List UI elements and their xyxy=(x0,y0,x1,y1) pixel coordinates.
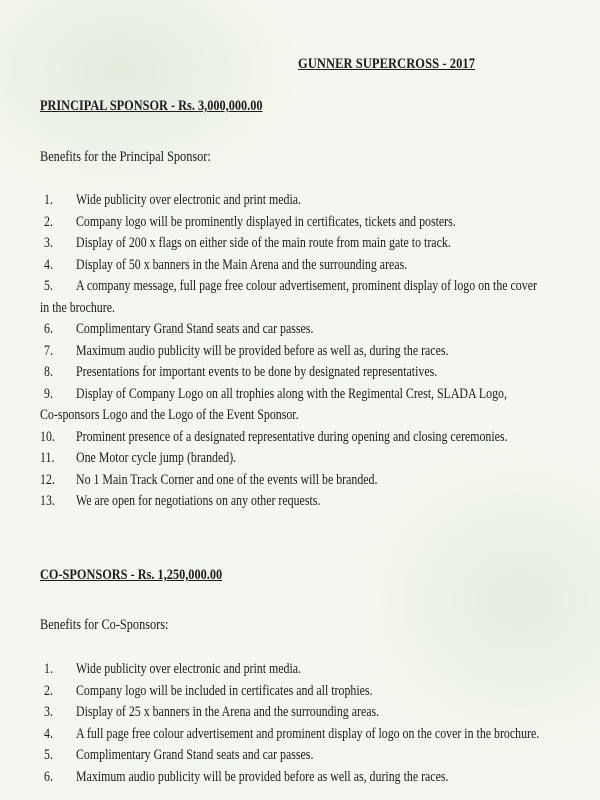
list-item xyxy=(0,212,600,234)
list-item-number: 9. xyxy=(44,385,53,402)
list-item xyxy=(0,319,600,341)
list-item-text: We are open for negotiations on any other requests. xyxy=(76,493,321,509)
list-item-text: Company logo will be included in certificates and all trophies. xyxy=(76,682,373,699)
list-item xyxy=(0,233,600,255)
list-item xyxy=(0,448,600,470)
list-item-text: Wide publicity over electronic and print media. xyxy=(76,192,302,208)
list-item-number: 4. xyxy=(44,725,53,742)
list-item xyxy=(0,362,600,384)
list-item-text: Display of 50 x banners in the Main Arena and the surrounding areas. xyxy=(76,256,408,273)
list-item-number: 3. xyxy=(44,704,53,720)
list-item-text: No 1 Main Track Corner and one of the events will be branded. xyxy=(76,471,378,488)
list-item xyxy=(0,190,600,212)
list-item-text: Company logo will be prominently displayed in certificates, tickets and posters. xyxy=(76,213,456,230)
list-item-text: Display of 25 x banners in the Arena and the surrounding areas. xyxy=(76,704,380,720)
list-item xyxy=(0,470,600,492)
list-item-number: 1. xyxy=(44,661,53,677)
list-item-number: 7. xyxy=(44,342,53,359)
list-item-text: Display of Company Logo on all trophies along with the Regimental Crest, SLADA Logo, xyxy=(76,385,507,402)
list-item-text: A company message, full page free colour advertisement, prominent display of logo on the cover xyxy=(76,278,537,294)
principal-sponsor-intro: Benefits for the Principal Sponsor: xyxy=(40,149,211,165)
list-item-number: 12. xyxy=(40,471,55,488)
list-item-number: 13. xyxy=(40,493,55,509)
list-item-text: A full page free colour advertisement and prominent display of logo on the cover in the brochure. xyxy=(76,725,540,742)
list-item-number: 11. xyxy=(40,450,55,466)
list-item-number: 1. xyxy=(44,192,53,208)
list-item-text: Maximum audio publicity will be provided before as well as, during the races. xyxy=(76,768,449,785)
list-item-number: 3. xyxy=(44,235,53,251)
co-sponsors-heading: CO-SPONSORS - Rs. 1,250,000.00 xyxy=(40,567,223,583)
list-item xyxy=(0,724,600,746)
list-item-number: 4. xyxy=(44,256,53,273)
list-item-number: 2. xyxy=(44,682,53,699)
list-item xyxy=(0,276,600,319)
list-item xyxy=(0,341,600,363)
list-item-text: Presentations for important events to be done by designated representatives. xyxy=(76,364,438,380)
document-title-text: GUNNER SUPERCROSS - 2017 xyxy=(298,56,476,72)
list-item xyxy=(0,745,600,767)
list-item xyxy=(0,427,600,449)
list-item xyxy=(0,384,600,427)
list-item-text: Complimentary Grand Stand seats and car passes. xyxy=(76,747,314,763)
list-item-number: 6. xyxy=(44,321,53,337)
list-item-text: Maximum audio publicity will be provided before as well as, during the races. xyxy=(76,342,449,359)
co-sponsors-intro: Benefits for Co-Sponsors: xyxy=(40,617,169,633)
list-item-number: 6. xyxy=(44,768,53,785)
co-sponsor-benefits-list xyxy=(0,659,600,788)
principal-sponsor-heading: PRINCIPAL SPONSOR - Rs. 3,000,000.00 xyxy=(40,98,263,114)
list-item xyxy=(0,491,600,513)
list-item-number: 5. xyxy=(44,278,53,294)
list-item-text: Prominent presence of a designated representative during opening and closing ceremonies. xyxy=(76,428,508,445)
document-title xyxy=(55,56,571,73)
list-item xyxy=(0,702,600,724)
list-item xyxy=(0,767,600,789)
list-item-text: Complimentary Grand Stand seats and car passes. xyxy=(76,321,314,337)
list-item-number: 5. xyxy=(44,747,53,763)
list-item-text: Display of 200 x flags on either side of the main route from main gate to track. xyxy=(76,235,451,251)
list-item xyxy=(0,659,600,681)
principal-benefits-list xyxy=(0,190,600,513)
list-item xyxy=(0,255,600,277)
list-item-number: 8. xyxy=(44,364,53,380)
list-item-continuation: in the brochure. xyxy=(40,299,115,316)
list-item-text: One Motor cycle jump (branded). xyxy=(76,450,237,466)
list-item-number: 2. xyxy=(44,213,53,230)
list-item xyxy=(0,681,600,703)
list-item-number: 10. xyxy=(40,428,55,445)
list-item-continuation: Co-sponsors Logo and the Logo of the Event Sponsor. xyxy=(40,407,299,423)
list-item-text: Wide publicity over electronic and print media. xyxy=(76,661,302,677)
